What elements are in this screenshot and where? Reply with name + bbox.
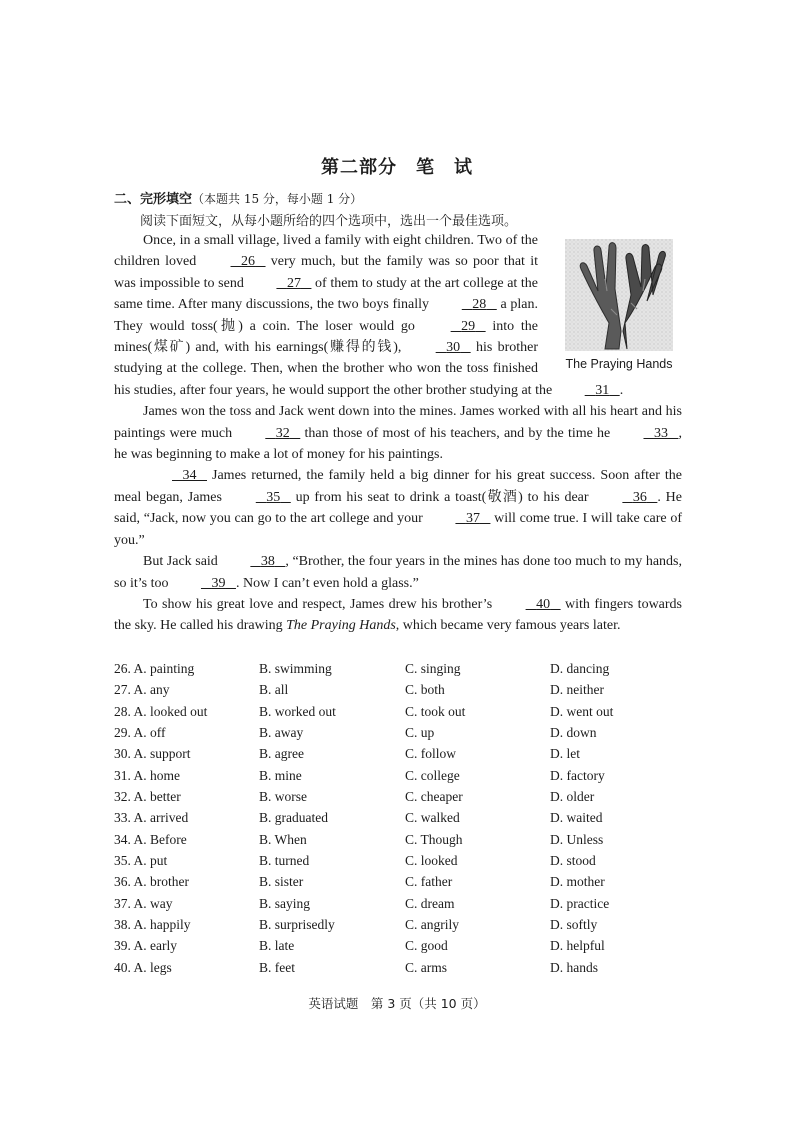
option-row-38: [114, 914, 682, 935]
blank-26: [202, 251, 266, 272]
option-a: 26. A. painting: [114, 661, 195, 676]
blank-33: [614, 423, 678, 444]
blank-number: 39: [211, 575, 226, 591]
text-segment: up from his seat to drink a toast(敬酒) to his dear: [290, 489, 594, 505]
option-d: D. practice: [550, 895, 610, 911]
option-row-26: [114, 658, 682, 679]
option-c: C. arms: [405, 959, 447, 975]
text-segment: , he was beginning to make a lot of money for his paintings.: [114, 425, 682, 463]
option-d: D. mother: [550, 874, 605, 890]
option-b: B. surprisedly: [259, 917, 335, 933]
option-d: D. waited: [550, 810, 603, 826]
option-d: D. hands: [550, 959, 598, 975]
part-title: 第二部分 笔 试: [321, 157, 473, 178]
option-c: C. up: [405, 725, 435, 741]
text-segment: James returned, the family held a big dinner for his great success. Soon after the meal began, James: [114, 468, 682, 505]
option-row-32: [114, 786, 682, 807]
option-c: C. cheaper: [405, 789, 463, 805]
text-segment: James won the toss and Jack went down into the mines. James worked with all his heart and his paintings were much: [114, 404, 682, 441]
option-d: D. dancing: [550, 661, 610, 676]
paragraph-2: [114, 401, 682, 465]
option-a: 33. A. arrived: [114, 810, 189, 826]
figure-caption: The Praying Hands: [565, 357, 673, 371]
blank-40: [497, 594, 561, 615]
text-segment: To show his great love and respect, James drew his brother’s: [143, 596, 497, 612]
option-d: D. stood: [550, 853, 596, 869]
section-instruction: 阅读下面短文，从每小题所给的四个选项中，选出一个最佳选项。: [140, 214, 518, 229]
option-b: B. When: [259, 831, 307, 847]
blank-32: [236, 423, 300, 444]
praying-hands-figure: [556, 239, 682, 375]
option-c: C. looked: [405, 853, 458, 869]
option-a: 38. A. happily: [114, 917, 191, 933]
blank-number: 31: [595, 382, 610, 398]
option-row-29: [114, 722, 682, 743]
option-a: 28. A. looked out: [114, 703, 208, 719]
option-c: C. walked: [405, 810, 460, 826]
section-score-note: （本题共 15 分，每小题 1 分）: [192, 192, 363, 206]
text-segment: .: [619, 382, 624, 398]
blank-39: [172, 573, 236, 594]
blank-number: 36: [632, 489, 647, 505]
option-b: B. swimming: [259, 661, 332, 676]
option-row-35: [114, 850, 682, 871]
blank-number: 26: [241, 254, 256, 270]
passage: [114, 230, 682, 637]
paragraph-5: [114, 594, 682, 637]
text-segment: with fingers towards the sky. He called his drawing: [114, 596, 683, 634]
text-segment: than those of most of his teachers, and by the time he: [300, 425, 615, 441]
option-a: 34. A. Before: [114, 831, 187, 847]
option-b: B. graduated: [259, 810, 328, 826]
option-a: 39. A. early: [114, 938, 177, 954]
blank-number: 38: [260, 554, 275, 570]
option-c: C. good: [405, 938, 448, 954]
option-d: D. down: [550, 725, 597, 741]
option-d: D. went out: [550, 703, 614, 719]
blank-number: 37: [465, 511, 480, 527]
blank-31: [556, 380, 620, 401]
option-c: C. angrily: [405, 917, 459, 933]
text-segment: a plan. They would toss(抛) a coin. The loser would go: [114, 297, 538, 334]
text-segment: , “Brother, the four years in the mines has done too much to my hands, so it’s too: [114, 554, 682, 591]
option-a: 40. A. legs: [114, 959, 172, 975]
option-a: 29. A. off: [114, 725, 166, 741]
blank-number: 35: [266, 489, 281, 505]
blank-28: [433, 294, 497, 315]
option-c: C. both: [405, 682, 445, 698]
blank-number: 28: [472, 297, 487, 313]
text-segment: into the mines(煤矿) and, with his earnings(赚得的钱),: [114, 318, 538, 356]
option-d: D. older: [550, 789, 595, 805]
option-d: D. helpful: [550, 938, 605, 954]
blank-29: [422, 316, 486, 337]
paragraph-4: [114, 551, 682, 594]
blank-37: [426, 508, 490, 529]
text-segment: will come true. I will take care of you.”: [114, 511, 682, 548]
text-segment: . Now I can’t even hold a glass.”: [235, 575, 419, 591]
option-b: B. turned: [259, 853, 310, 869]
option-a: 27. A. any: [114, 682, 170, 698]
option-c: C. took out: [405, 703, 466, 719]
option-b: B. agree: [259, 746, 304, 762]
option-b: B. late: [259, 938, 295, 954]
option-b: B. sister: [259, 874, 304, 890]
option-a: 36. A. brother: [114, 874, 189, 890]
text-segment: . He said, “Jack, now you can go to the art college and your: [114, 489, 683, 527]
option-row-28: [114, 701, 682, 722]
blank-38: [221, 551, 285, 572]
blank-number: 29: [461, 318, 476, 334]
option-c: C. father: [405, 874, 453, 890]
option-row-37: [114, 893, 682, 914]
option-d: D. softly: [550, 917, 598, 933]
text-segment: Once, in a small village, lived a family with eight children. Two of the children loved: [114, 233, 538, 270]
blank-number: 34: [182, 468, 197, 484]
option-b: B. saying: [259, 895, 311, 911]
option-c: C. college: [405, 767, 460, 783]
answer-options: [114, 658, 682, 978]
option-row-36: [114, 871, 682, 892]
option-d: D. let: [550, 746, 580, 762]
section-heading-label: 二、完形填空: [114, 192, 193, 207]
praying-hands-image: [565, 239, 673, 351]
option-a: 30. A. support: [114, 746, 191, 762]
blank-34: [143, 465, 207, 486]
option-b: B. all: [259, 682, 289, 698]
text-segment: But Jack said: [143, 554, 222, 570]
option-row-30: [114, 743, 682, 764]
option-a: 32. A. better: [114, 789, 181, 805]
drawing-title: The Praying Hands: [286, 618, 396, 634]
option-a: 31. A. home: [114, 767, 180, 783]
blank-30: [407, 337, 471, 358]
blank-number: 40: [536, 596, 551, 612]
option-b: B. worked out: [259, 703, 336, 719]
option-d: D. neither: [550, 682, 604, 698]
option-c: C. follow: [405, 746, 457, 762]
option-row-27: [114, 679, 682, 700]
option-a: 37. A. way: [114, 895, 173, 911]
option-b: B. away: [259, 725, 304, 741]
option-row-33: [114, 807, 682, 828]
option-b: B. worse: [259, 789, 307, 805]
option-d: D. factory: [550, 767, 605, 783]
text-segment: , which became very famous years later.: [395, 618, 621, 634]
page-footer: 英语试题 第 3 页（共 10 页）: [308, 996, 486, 1011]
paragraph-3: [114, 465, 682, 551]
blank-35: [227, 487, 291, 508]
option-b: B. feet: [259, 959, 295, 975]
option-c: C. Though: [405, 831, 463, 847]
option-row-40: [114, 957, 682, 978]
option-row-31: [114, 765, 682, 786]
blank-36: [593, 487, 657, 508]
text-segment: very much, but the family was so poor that it was impossible to send: [114, 254, 538, 291]
option-row-34: [114, 829, 682, 850]
blank-number: 33: [653, 425, 668, 441]
blank-27: [247, 273, 311, 294]
blank-number: 30: [446, 340, 461, 356]
option-c: C. dream: [405, 895, 455, 911]
blank-number: 27: [286, 275, 301, 291]
option-c: C. singing: [405, 661, 461, 676]
option-b: B. mine: [259, 767, 302, 783]
text-segment: of them to study at the art college at the same time. After many discussions, the two boys finally: [114, 275, 539, 313]
option-d: D. Unless: [550, 831, 604, 847]
text-segment: his brother studying at the college. Then, when the brother who won the toss finished his studies, after four years, he would support the other brother studying at the: [114, 340, 556, 398]
option-a: 35. A. put: [114, 853, 168, 869]
option-row-39: [114, 935, 682, 956]
section-heading: [114, 188, 714, 207]
blank-number: 32: [275, 425, 290, 441]
